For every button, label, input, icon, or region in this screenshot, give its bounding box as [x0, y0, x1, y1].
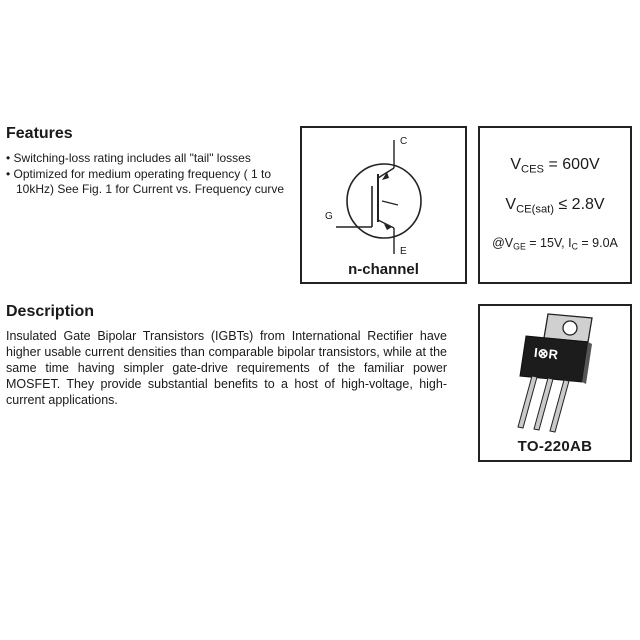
description-title: Description — [6, 303, 95, 320]
spec-test-condition: $@V_{GE} = 15V$, $I_C = 9.0A$ — [492, 236, 618, 252]
spec-box — [478, 126, 632, 284]
symbol-caption: n-channel — [348, 261, 419, 278]
spec-vces: $V_{CES} = 600V$ — [510, 156, 600, 176]
description-body: Insulated Gate Bipolar Transistors (IGBTs) from International Rectifier have higher usable current densities than comparable bipolar transistors, while at the same time having simpler gate-drive requirements of the familiar power MOSFET. They provide substantial benefits to a host of high-voltage, high-current applications. — [6, 329, 447, 407]
igbt-symbol-icon — [302, 128, 465, 282]
spec-vce-sat: $V_{CE(sat)} \le 2.8V$ — [505, 196, 605, 216]
ir-logo: I⊗R — [533, 344, 559, 363]
emitter-label: E — [400, 246, 407, 257]
features-item: • Optimized for medium operating frequency ( 1 to 10kHz) See Fig. 1 for Current vs. Frequency curve — [6, 166, 285, 196]
features-item: • Switching-loss rating includes all "tail" losses — [6, 151, 251, 165]
features-title: Features — [6, 125, 73, 142]
features-list — [6, 151, 298, 198]
igbt-symbol-box — [300, 126, 467, 284]
package-box — [478, 304, 632, 462]
gate-label: G — [325, 211, 333, 222]
package-caption: TO-220AB — [517, 438, 593, 455]
to220-package-icon — [480, 306, 630, 460]
collector-label: C — [400, 136, 408, 147]
